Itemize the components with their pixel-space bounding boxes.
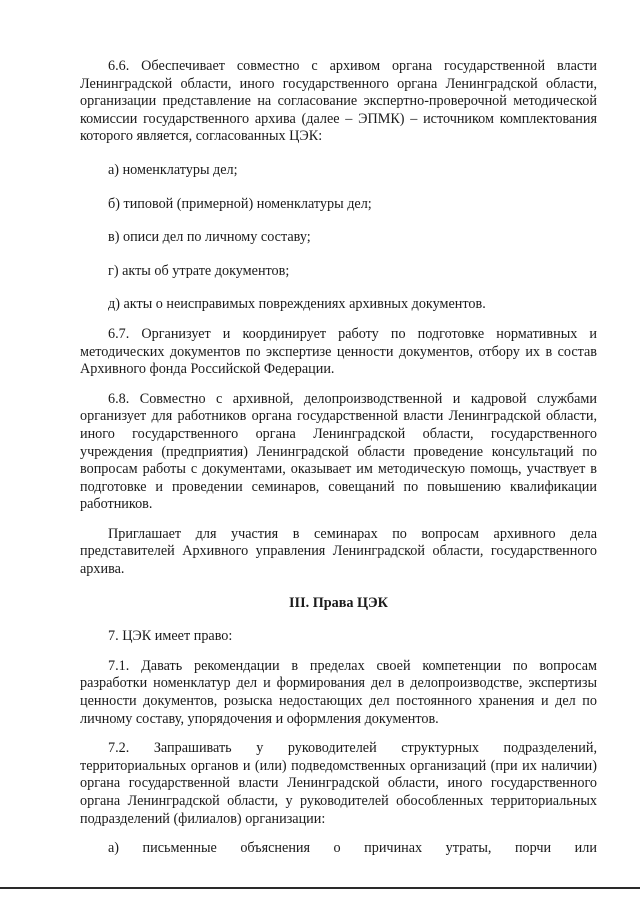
list-item-g: г) акты об утрате документов;	[108, 262, 290, 279]
word: причинах	[364, 840, 423, 857]
paragraph-7: 7. ЦЭК имеет право:	[108, 628, 233, 645]
paragraph-invite: Приглашает для участия в семинарах по вопросам архивного дела представителей Архивного управления Ленинградской области, государственного архива.	[80, 525, 597, 578]
page-bottom-border	[0, 887, 640, 889]
word: письменные	[142, 840, 217, 857]
document-page	[80, 58, 597, 858]
list-item-d: д) акты о неисправимых повреждениях архивных документов.	[108, 296, 486, 313]
paragraph-6-6: 6.6. Обеспечивает совместно с архивом органа государственной власти Ленинградской области, иного государственного органа Ленинградской области, организации представление на согласование экспертно-проверочной методической комиссии государственного архива (далее – ЭПМК) – источником комплектования которого является, согласованных ЦЭК:	[80, 58, 597, 145]
paragraph-7-2: 7.2. Запрашивать у руководителей структурных подразделений, территориальных органов и (или) подведомственных организаций (при их наличии) органа государственной власти Ленинградской области, иного государственного органа Ленинградской области, у руководителей обособленных территориальных подразделений (филиалов) организации:	[80, 740, 597, 827]
word: о	[333, 840, 341, 857]
list-item-v: в) описи дел по личному составу;	[108, 229, 311, 246]
section-heading: III. Права ЦЭК	[289, 594, 388, 611]
list-item-b: б) типовой (примерной) номенклатуры дел;	[108, 195, 372, 212]
paragraph-6-8: 6.8. Совместно с архивной, делопроизводственной и кадровой службами организует для работников органа государственной власти Ленинградской области, иного государственного органа Ленинградской области, государственного учреждения (предприятия) Ленинградской области проведение консультаций по вопросам работы с документами, оказывает им методическую помощь, участвует в подготовке и проведении семинаров, совещаний по повышению квалификации работников.	[80, 390, 597, 513]
word: объяснения	[240, 840, 311, 857]
paragraph-7-1: 7.1. Давать рекомендации в пределах своей компетенции по вопросам разработки номенклатур дел и формирования дел в делопроизводстве, экспертизы ценности документов, розыска недостающих дел постоянного хранения и дел по личному составу, упорядочения и оформления документов.	[80, 657, 597, 727]
word: а)	[108, 840, 120, 857]
list-item-a: а) номенклатуры дел;	[108, 161, 238, 178]
paragraph-7-2-a-start	[80, 840, 597, 858]
word: порчи	[514, 840, 552, 857]
paragraph-6-7: 6.7. Организует и координирует работу по подготовке нормативных и методических документов по экспертизе ценности документов, отбору их в состав Архивного фонда Российской Федерации.	[80, 325, 597, 378]
word: или	[574, 840, 597, 857]
word: утраты,	[445, 840, 492, 857]
